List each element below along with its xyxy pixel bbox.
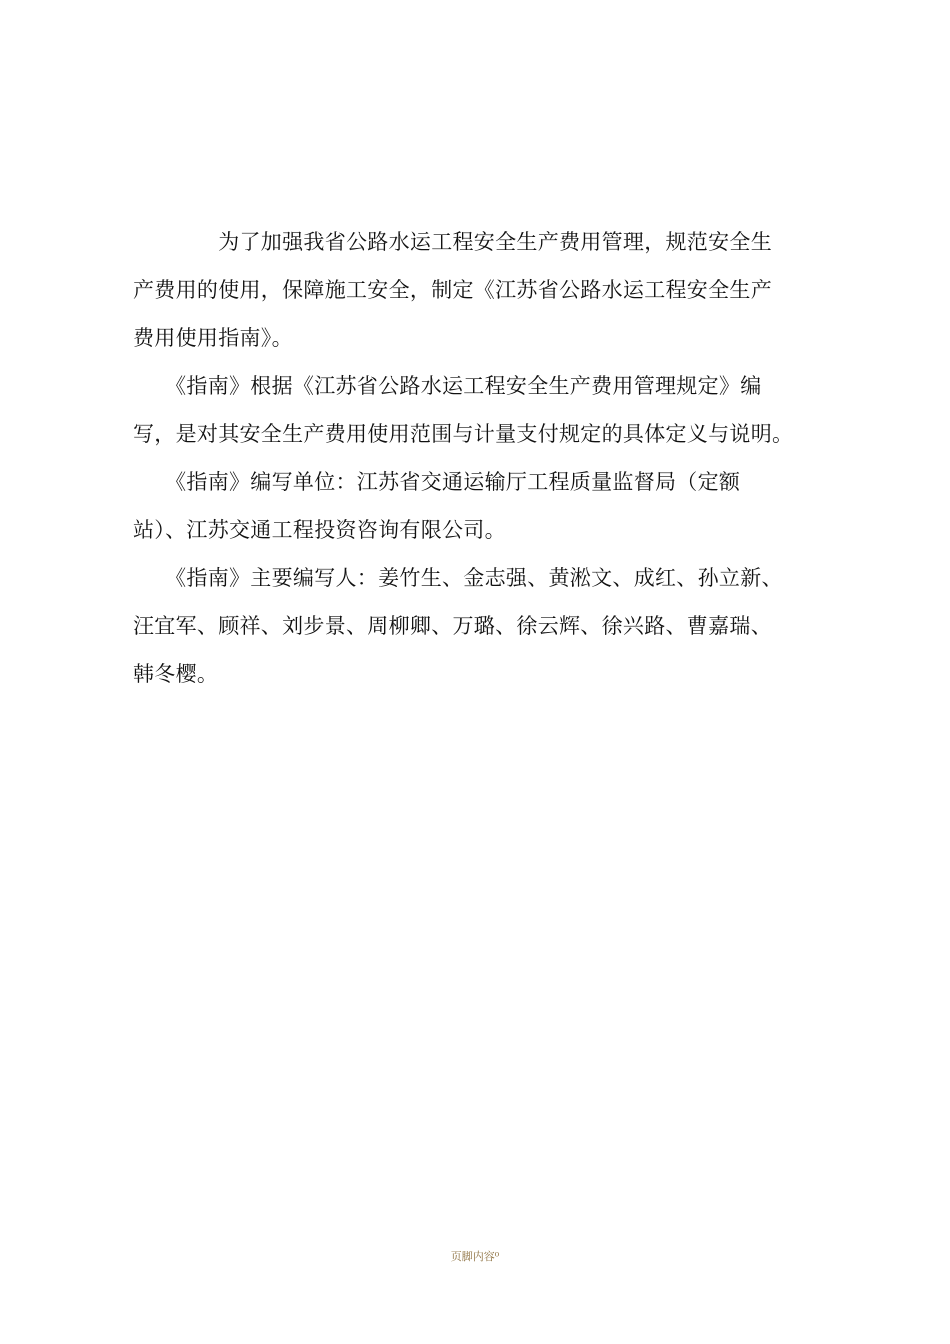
paragraph-line: 《指南》根据《江苏省公路水运工程安全生产费用管理规定》编	[133, 374, 762, 398]
document-body	[133, 218, 823, 698]
paragraph-line: 为了加强我省公路水运工程安全生产费用管理，规范安全生	[133, 230, 772, 254]
paragraph-line: 汪宜军、顾祥、刘步景、周柳卿、万璐、徐云辉、徐兴路、曹嘉瑞、	[133, 614, 772, 638]
paragraph-line: 产费用的使用，保障施工安全，制定《江苏省公路水运工程安全生产	[133, 278, 772, 302]
page-footer: 页脚内容⁰	[450, 1250, 500, 1263]
paragraph-line: 费用使用指南》。	[133, 326, 293, 350]
paragraph-line: 《指南》编写单位：江苏省交通运输厅工程质量监督局（定额	[133, 470, 741, 494]
paragraph-authors	[133, 554, 823, 698]
paragraph-line: 韩冬樱。	[133, 662, 219, 686]
paragraph-line: 站）、江苏交通工程投资咨询有限公司。	[133, 518, 506, 542]
paragraph-basis	[133, 362, 823, 458]
paragraph-line: 《指南》主要编写人：姜竹生、金志强、黄淞文、成红、孙立新、	[133, 566, 783, 590]
paragraph-purpose	[133, 218, 823, 362]
paragraph-compiling-units	[133, 458, 823, 554]
paragraph-line: 写，是对其安全生产费用使用范围与计量支付规定的具体定义与说明。	[133, 422, 794, 446]
